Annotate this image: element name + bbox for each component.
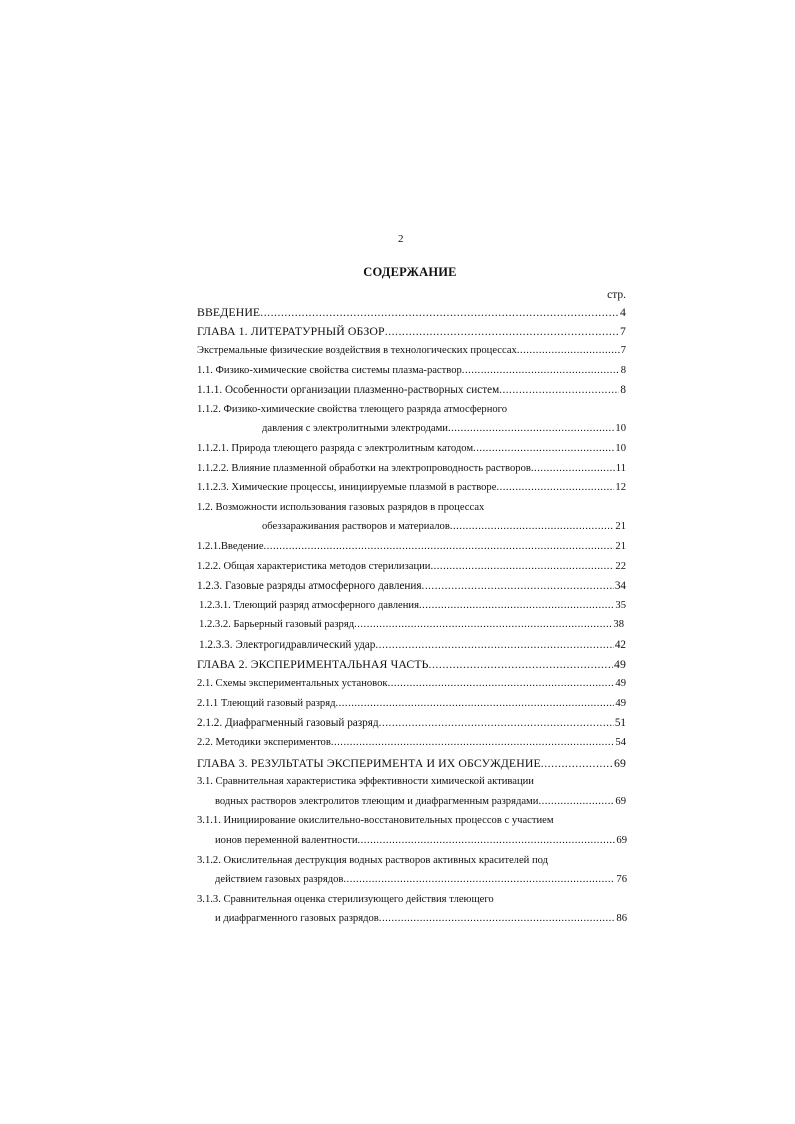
toc-entry-title: 1.1. Физико-химические свойства системы плазма-раствор	[197, 365, 462, 376]
toc-dot-leader	[473, 442, 614, 456]
toc-entry-title: 1.2.3.2. Барьерный газовый разряд	[199, 619, 355, 630]
toc-entry-line	[215, 912, 627, 926]
toc-entry-line	[197, 677, 626, 691]
toc-entry-title: 1.1.1. Особенности организации плазменно-растворных систем	[197, 384, 500, 396]
toc-entry-title: действием газовых разрядов	[215, 874, 344, 885]
toc-entry-title: давления с электролитными электродами	[262, 423, 448, 434]
toc-dot-leader	[538, 795, 614, 809]
toc-entry-title: ионов переменной валентности	[215, 835, 358, 846]
toc-entry-title: 1.2.3.3. Электрогидравлический удар	[199, 639, 376, 651]
toc-entry-page: 10	[615, 443, 626, 454]
toc-dot-leader	[419, 599, 614, 613]
toc-entry-page: 49	[615, 678, 626, 689]
toc-entry-page: 38	[613, 619, 624, 630]
page-column-label: стр.	[607, 289, 626, 301]
toc-entry-title: Экстремальные физические воздействия в технологических процессах	[197, 345, 517, 356]
toc-dot-leader	[264, 540, 615, 554]
toc-entry-line	[197, 736, 626, 750]
toc-entry-line	[197, 814, 627, 828]
toc-dot-leader	[430, 560, 614, 574]
toc-entry-title: 1.2.2. Общая характеристика методов стерилизации	[197, 561, 431, 572]
toc-entry-page: 4	[620, 305, 626, 319]
toc-entry-line	[197, 344, 626, 358]
toc-entry-title: 1.2.1.Введение	[197, 541, 264, 552]
toc-entry-title: ГЛАВА 2. ЭКСПЕРИМЕНТАЛЬНАЯ ЧАСТЬ	[197, 657, 429, 671]
toc-dot-leader	[331, 736, 615, 750]
toc-entry-line	[215, 873, 627, 887]
toc-entry-page: 22	[615, 561, 626, 572]
toc-entry-page: 69	[614, 756, 626, 770]
toc-entry-page: 11	[615, 463, 626, 474]
toc-dot-leader	[343, 873, 615, 887]
toc-entry-line	[197, 540, 626, 554]
toc-entry-title: 1.2.3.1. Тлеющий разряд атмосферного давления	[199, 600, 419, 611]
toc-entry-page: 7	[620, 345, 626, 356]
toc-entry-title: 3.1.3. Сравнительная оценка стерилизующего действия тлеющего	[197, 894, 494, 905]
toc-dot-leader	[358, 834, 616, 848]
toc-entry-line	[197, 324, 626, 338]
toc-entry-page: 49	[614, 657, 626, 671]
toc-title: СОДЕРЖАНИЕ	[363, 265, 457, 279]
toc-dot-leader	[448, 422, 614, 436]
toc-entry-line	[197, 893, 627, 907]
toc-entry-line	[215, 795, 626, 809]
toc-entry-page: 8	[620, 384, 626, 396]
toc-dot-leader	[375, 638, 613, 652]
toc-entry-title: 3.1.2. Окислительная деструкция водных растворов активных красителей под	[197, 855, 549, 866]
toc-entry-page: 8	[620, 365, 626, 376]
toc-dot-leader	[450, 520, 615, 534]
toc-entry-page: 69	[615, 796, 626, 807]
toc-entry-title: ВВЕДЕНИЕ	[197, 305, 261, 319]
toc-entry-title: 2.2. Методики экспериментов	[197, 737, 331, 748]
toc-entry-title: 1.1.2. Физико-химические свойства тлеющего разряда атмосферного	[197, 404, 508, 415]
toc-entry-line	[197, 364, 626, 378]
toc-dot-leader	[385, 324, 619, 338]
toc-entry-line	[215, 834, 627, 848]
toc-entry-line	[197, 501, 626, 515]
toc-entry-page: 49	[615, 698, 626, 709]
page-number: 2	[398, 233, 404, 245]
toc-entry-page: 42	[614, 639, 626, 651]
toc-entry-title: 2.1.1 Тлеющий газовый разряд	[197, 698, 336, 709]
toc-entry-title: 1.1.2.1. Природа тлеющего разряда с электролитным катодом	[197, 443, 474, 454]
toc-entry-title: 1.2. Возможности использования газовых разрядов в процессах	[197, 502, 485, 513]
toc-entry-page: 54	[615, 737, 626, 748]
toc-entry-line	[197, 462, 626, 476]
toc-entry-line	[197, 305, 626, 319]
toc-entry-line	[197, 403, 626, 417]
toc-entry-page: 7	[620, 324, 626, 338]
toc-dot-leader	[335, 697, 614, 711]
toc-entry-title: ГЛАВА 3. РЕЗУЛЬТАТЫ ЭКСПЕРИМЕНТА И ИХ ОБСУЖДЕНИЕ	[197, 756, 541, 770]
toc-entry-page: 69	[616, 835, 627, 846]
toc-entry-title: водных растворов электролитов тлеющим и диафрагменным разрядами	[215, 796, 539, 807]
toc-entry-title: ГЛАВА 1. ЛИТЕРАТУРНЫЙ ОБЗОР	[197, 324, 385, 338]
toc-entry-line	[197, 579, 626, 593]
toc-entry-line	[197, 697, 626, 711]
toc-entry-line	[197, 442, 626, 456]
toc-dot-leader	[388, 677, 615, 691]
toc-dot-leader	[531, 462, 615, 476]
toc-entry-line	[262, 422, 626, 436]
toc-entry-line	[197, 775, 626, 789]
toc-entry-page: 21	[615, 521, 626, 532]
toc-entry-page: 76	[616, 874, 627, 885]
toc-entry-page: 21	[615, 541, 626, 552]
toc-entry-line	[197, 854, 627, 868]
toc-entry-title: и диафрагменного газовых разрядов	[215, 913, 379, 924]
toc-entry-line	[197, 383, 626, 397]
toc-entry-page: 35	[615, 600, 626, 611]
toc-dot-leader	[541, 756, 613, 770]
toc-dot-leader	[354, 618, 612, 632]
toc-entry-page: 10	[615, 423, 626, 434]
toc-dot-leader	[260, 305, 619, 319]
toc-dot-leader	[429, 657, 613, 671]
toc-dot-leader	[517, 344, 620, 358]
toc-entry-title: 1.1.2.3. Химические процессы, инициируемые плазмой в растворе	[197, 482, 497, 493]
toc-entry-title: 1.2.3. Газовые разряды атмосферного давления	[197, 580, 422, 592]
toc-dot-leader	[499, 383, 619, 397]
toc-dot-leader	[496, 481, 614, 495]
toc-entry-line	[199, 638, 626, 652]
toc-entry-line	[262, 520, 626, 534]
toc-entry-page: 86	[616, 913, 627, 924]
toc-entry-line	[199, 618, 624, 632]
toc-entry-line	[197, 756, 626, 770]
toc-dot-leader	[462, 364, 620, 378]
toc-entry-page: 51	[614, 717, 626, 729]
toc-entry-title: 3.1.1. Инициирование окислительно-восстановительных процессов с участием	[197, 815, 554, 826]
toc-dot-leader	[422, 579, 614, 593]
toc-dot-leader	[379, 912, 616, 926]
toc-entry-line	[197, 716, 626, 730]
toc-entry-line	[197, 657, 626, 671]
toc-entry-page: 34	[614, 580, 626, 592]
toc-entry-title: 2.1.2. Диафрагменный газовый разряд	[197, 717, 379, 729]
toc-entry-title: 1.1.2.2. Влияние плазменной обработки на электропроводность растворов	[197, 463, 531, 474]
toc-entry-line	[197, 481, 626, 495]
toc-entry-title: 3.1. Сравнительная характеристика эффективности химической активации	[197, 776, 534, 787]
toc-dot-leader	[379, 716, 614, 730]
toc-entry-line	[197, 560, 626, 574]
toc-entry-page: 12	[615, 482, 626, 493]
toc-entry-line	[199, 599, 626, 613]
toc-entry-title: обеззараживания растворов и материалов	[262, 521, 450, 532]
toc-entry-title: 2.1. Схемы экспериментальных установок	[197, 678, 388, 689]
